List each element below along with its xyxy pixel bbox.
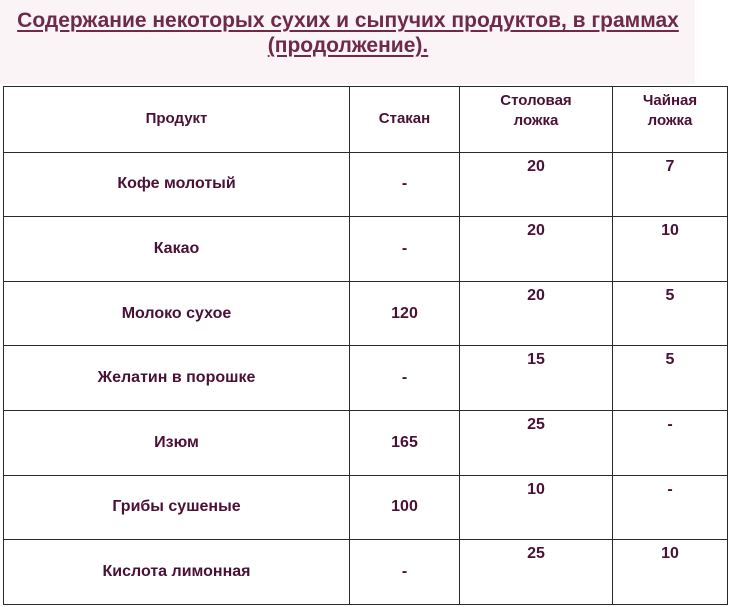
- table-row: [4, 346, 728, 411]
- cell-tablespoon: 20: [460, 281, 613, 346]
- header-tablespoon-line2: ложка: [513, 112, 559, 129]
- cell-tablespoon: 20: [460, 217, 613, 282]
- cell-tablespoon: 15: [460, 346, 613, 411]
- cell-teaspoon: 10: [613, 217, 728, 282]
- cell-glass: 120: [350, 281, 460, 346]
- cell-glass: 100: [350, 475, 460, 540]
- cell-product: Изюм: [4, 411, 350, 476]
- table-row: [4, 475, 728, 540]
- table-row: [4, 217, 728, 282]
- cell-product: Какао: [4, 217, 350, 282]
- header-tablespoon-line1: Столовая: [500, 92, 572, 109]
- cell-teaspoon: 7: [613, 152, 728, 217]
- cell-product: Молоко сухое: [4, 281, 350, 346]
- table-row: [4, 152, 728, 217]
- table-row: [4, 540, 728, 605]
- table-row: [4, 411, 728, 476]
- cell-teaspoon: -: [613, 411, 728, 476]
- cell-product: Желатин в порошке: [4, 346, 350, 411]
- cell-tablespoon: 25: [460, 411, 613, 476]
- cell-glass: 165: [350, 411, 460, 476]
- header-teaspoon: [613, 87, 728, 153]
- header-teaspoon-line2: ложка: [647, 112, 693, 129]
- cell-glass: -: [350, 540, 460, 605]
- cell-teaspoon: -: [613, 475, 728, 540]
- header-teaspoon-line1: Чайная: [642, 92, 698, 109]
- table-row: [4, 281, 728, 346]
- page-title: Содержание некоторых сухих и сыпучих продуктов, в граммах (продолжение).: [17, 9, 679, 57]
- cell-glass: -: [350, 217, 460, 282]
- cell-glass: -: [350, 346, 460, 411]
- cell-teaspoon: 5: [613, 346, 728, 411]
- cell-glass: -: [350, 152, 460, 217]
- cell-product: Грибы сушеные: [4, 475, 350, 540]
- header-product: Продукт: [4, 87, 350, 153]
- cell-teaspoon: 10: [613, 540, 728, 605]
- cell-tablespoon: 10: [460, 475, 613, 540]
- header-tablespoon: [460, 87, 613, 153]
- cell-product: Кофе молотый: [4, 152, 350, 217]
- cell-tablespoon: 20: [460, 152, 613, 217]
- header-glass: Стакан: [350, 87, 460, 153]
- cell-tablespoon: 25: [460, 540, 613, 605]
- cell-product: Кислота лимонная: [4, 540, 350, 605]
- products-table: [3, 86, 728, 605]
- cell-teaspoon: 5: [613, 281, 728, 346]
- table-header-row: [4, 87, 728, 153]
